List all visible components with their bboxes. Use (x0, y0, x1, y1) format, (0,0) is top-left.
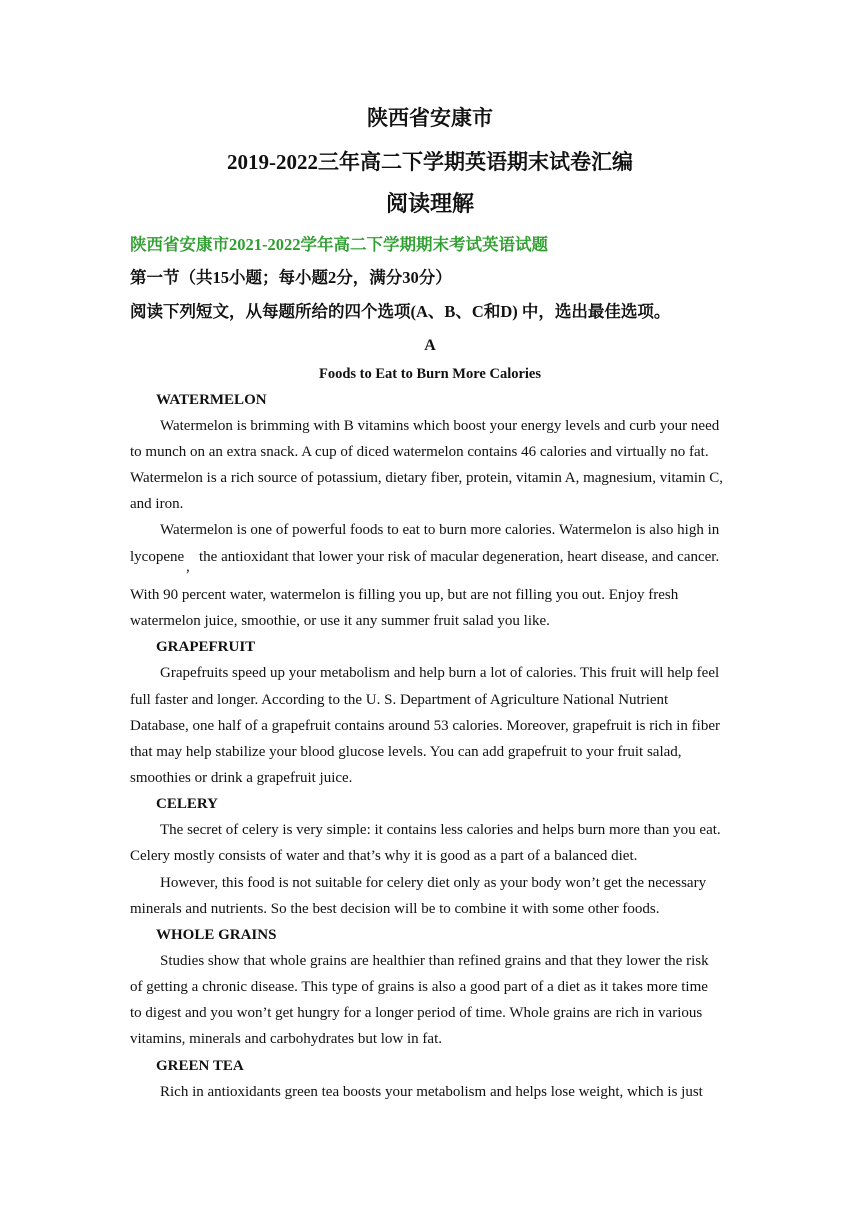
paragraph-line: that may help stabilize your blood glucose levels. You can add grapefruit to your fruit salad, (130, 744, 682, 760)
paragraph-line: Database, one half of a grapefruit contains around 53 calories. Moreover, grapefruit is rich in fiber (130, 718, 721, 734)
paragraph-line: However, this food is not suitable for celery diet only as your body won’t get the necessary (160, 875, 707, 891)
paragraph-line: Grapefruits speed up your metabolism and help burn a lot of calories. This fruit will help feel (160, 665, 720, 681)
paragraph-line: to munch on an extra snack. A cup of diced watermelon contains 46 calories and virtually no fat. (130, 444, 709, 460)
paragraph-line: Watermelon is a rich source of potassium, dietary fiber, protein, vitamin A, magnesium, vitamin C, (130, 470, 724, 486)
document-title-main: 2019-2022三年高二下学期英语期末试卷汇编 (227, 150, 633, 174)
instructions: 阅读下列短文，从每题所给的四个选项(A、B、C和D) 中，选出最佳选项。 (130, 302, 671, 321)
paragraph-line: minerals and nutrients. So the best decision will be to combine it with some other foods. (130, 901, 660, 917)
paragraph-line: watermelon juice, smoothie, or use it any summer fruit salad you like. (130, 613, 550, 629)
document-title-type: 阅读理解 (385, 191, 474, 216)
paragraph-line: Rich in antioxidants green tea boosts your metabolism and helps lose weight, which is just (160, 1084, 703, 1100)
paragraph-line: With 90 percent water, watermelon is filling you up, but are not filling you out. Enjoy fresh (130, 587, 679, 603)
paragraph-line: to digest and you won’t get hungry for a longer period of time. Whole grains are rich in various (130, 1005, 703, 1021)
paragraph-line: of getting a chronic disease. This type of grains is also a good part of a diet as it takes more time (130, 979, 708, 995)
paragraph-line: smoothies or drink a grapefruit juice. (130, 770, 353, 786)
paragraph-line: Watermelon is one of powerful foods to eat to burn more calories. Watermelon is also high in (160, 522, 720, 538)
paragraph-line: Celery mostly consists of water and that’s why it is good as a part of a balanced diet. (130, 848, 638, 864)
exam-source-heading: 陕西省安康市2021-2022学年高二下学期期末考试英语试题 (130, 235, 548, 254)
document-title-region: 陕西省安康市 (367, 106, 493, 130)
stray-comma: , (186, 559, 190, 575)
paragraph-line: The secret of celery is very simple: it contains less calories and helps burn more than you eat. (160, 822, 721, 838)
green-tea-heading: GREEN TEA (156, 1058, 244, 1074)
passage-letter: A (424, 337, 436, 354)
paragraph-line: full faster and longer. According to the U. S. Department of Agriculture National Nutrient (130, 692, 669, 708)
paragraph-line: the antioxidant that lower your risk of macular degeneration, heart disease, and cancer. (199, 549, 720, 565)
grapefruit-heading: GRAPEFRUIT (156, 639, 256, 655)
paragraph-line: vitamins, minerals and carbohydrates but low in fat. (130, 1031, 443, 1047)
paragraph-line: lycopene (130, 549, 185, 565)
paragraph-line: Watermelon is brimming with B vitamins which boost your energy levels and curb your need (160, 418, 720, 434)
passage-title: Foods to Eat to Burn More Calories (318, 366, 542, 382)
paragraph-line: and iron. (130, 496, 184, 512)
celery-heading: CELERY (156, 796, 218, 812)
watermelon-heading: WATERMELON (156, 392, 267, 408)
paragraph-line: Studies show that whole grains are healthier than refined grains and that they lower the risk (160, 953, 709, 969)
section-heading: 第一节（共15小题；每小题2分，满分30分） (130, 268, 452, 287)
whole-grains-heading: WHOLE GRAINS (156, 927, 277, 943)
